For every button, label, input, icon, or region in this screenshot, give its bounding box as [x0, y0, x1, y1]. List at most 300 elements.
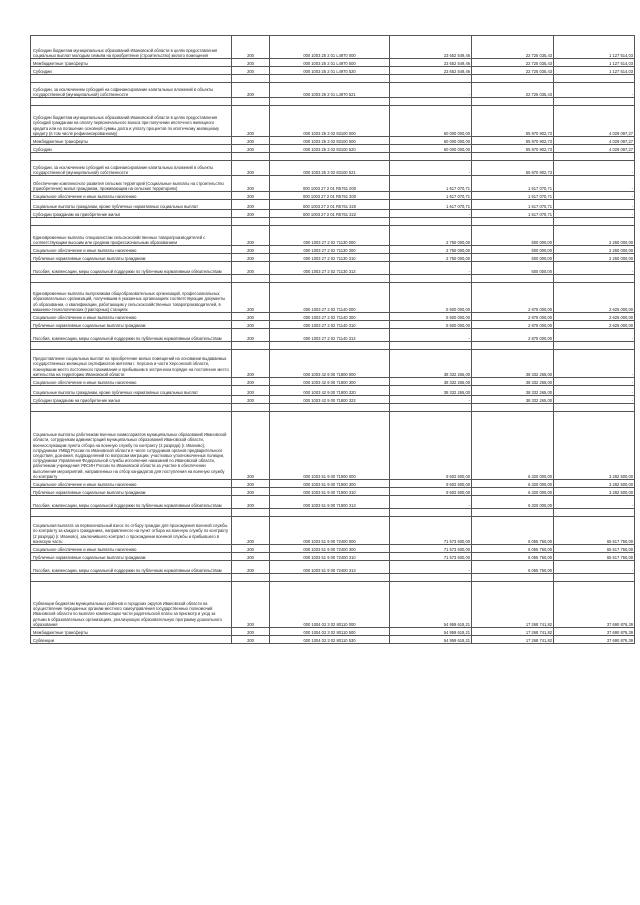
row-remaining-amount-cell: - [554, 386, 635, 396]
row-approved-amount-cell: - [390, 329, 472, 342]
row-approved-amount-cell: 71 573 500,00 [390, 517, 472, 545]
row-name-cell: Субсидии гражданам на приобретение жилья [31, 210, 232, 218]
row-budget-code-cell: 000 1003 51 9 00 71900 300 [270, 480, 390, 488]
row-budget-code-cell: 000 1003 42 9 00 71800 000 [270, 350, 390, 378]
spacer-row [31, 275, 635, 283]
row-line-code-cell: 200 [232, 545, 270, 553]
spacer-cell [232, 509, 270, 517]
row-remaining-amount-cell: 65 517 750,00 [554, 517, 635, 545]
row-name-cell: Публичные нормативные социальные выплаты гражданам [31, 321, 232, 329]
spacer-cell [232, 342, 270, 350]
row-name-cell: Субсидии, за исключением субсидий на софинансирование капитальных вложений в объекты государственной (муниципальной) собственности [31, 83, 232, 98]
row-remaining-amount-cell: 65 517 750,00 [554, 553, 635, 561]
row-name-cell: Межбюджетные трансферты [31, 59, 232, 67]
table-row [31, 321, 635, 329]
row-line-code-cell: 200 [232, 176, 270, 192]
row-remaining-amount-cell: - [554, 496, 635, 509]
row-name-cell: Пособия, компенсации, меры социальной поддержки по публичным нормативным обязательствам [31, 496, 232, 509]
table-row [31, 145, 635, 153]
row-executed-amount-cell: 2 875 000,00 [472, 321, 554, 329]
row-line-code-cell: 200 [232, 378, 270, 386]
row-executed-amount-cell: 17 268 741,82 [472, 582, 554, 628]
row-remaining-amount-cell: - [554, 350, 635, 378]
row-line-code-cell: 200 [232, 496, 270, 509]
row-executed-amount-cell: 6 320 000,00 [472, 480, 554, 488]
row-executed-amount-cell: 17 268 741,82 [472, 636, 554, 644]
row-executed-amount-cell: 500 000,00 [472, 246, 554, 254]
table-row [31, 329, 635, 342]
row-budget-code-cell: 000 1003 27 2 02 71130 000 [270, 226, 390, 246]
row-name-cell: Единовременные выплаты выпускникам общеобразовательных организаций, профессиональных образовательных организаций, получившим в указанных организациях соответствующие документы об образовании, о квалификации, работающим у сельскохозяйственных товаропроизводителей, в машинно-технологических (тракторных) станциях [31, 283, 232, 313]
row-name-cell: Публичные нормативные социальные выплаты гражданам [31, 553, 232, 561]
row-remaining-amount-cell: 2 625 000,00 [554, 283, 635, 313]
table-row [31, 176, 635, 192]
row-name-cell: Социальное обеспечение и иные выплаты населению [31, 313, 232, 321]
row-budget-code-cell: 000 1003 27 2 02 71130 310 [270, 254, 390, 262]
row-approved-amount-cell: 1 617 070,71 [390, 176, 472, 192]
row-line-code-cell: 200 [232, 321, 270, 329]
row-executed-amount-cell: 22 725 035,43 [472, 36, 554, 59]
spacer-cell [232, 275, 270, 283]
row-line-code-cell: 200 [232, 83, 270, 98]
spacer-cell [554, 509, 635, 517]
row-executed-amount-cell: 6 320 000,00 [472, 488, 554, 496]
spacer-cell [390, 342, 472, 350]
spacer-row [31, 75, 635, 83]
spacer-cell [390, 574, 472, 582]
budget-report-page [30, 35, 638, 644]
row-executed-amount-cell: 22 725 035,43 [472, 67, 554, 75]
spacer-cell [472, 342, 554, 350]
row-line-code-cell: 200 [232, 67, 270, 75]
row-line-code-cell: 200 [232, 396, 270, 404]
row-approved-amount-cell: 9 602 500,00 [390, 488, 472, 496]
row-remaining-amount-cell: - [554, 561, 635, 574]
spacer-cell [31, 509, 232, 517]
row-name-cell: Социальное обеспечение и иные выплаты населению [31, 545, 232, 553]
spacer-cell [31, 153, 232, 161]
row-approved-amount-cell: 1 617 070,71 [390, 200, 472, 210]
table-row [31, 246, 635, 254]
table-row [31, 83, 635, 98]
table-row [31, 412, 635, 480]
table-row [31, 636, 635, 644]
row-budget-code-cell: 000 1003 25 3 02 83100 000 [270, 106, 390, 137]
table-row [31, 496, 635, 509]
row-name-cell: Социальные выплаты работникам военных комиссариатов муниципальных образований Ивановской области, сотрудникам администраций муниципальных образований Ивановской области, военнослужащим пункта отбора на военную службу по контракту (2 разряда) (г. Иваново), сотрудникам УМВД России по Ивановской области в числе сотрудников органов предварительного следствия, дознания, подразделений по вопросам миграции, участковых уполномоченных полиции, сотрудникам Управления Федеральной службы исполнения наказаний по Ивановской области, работникам учреждения УФСИН России по Ивановской области за участие в обеспечении выполнения мероприятий, направленных на отбор кандидатов для поступления на военную службу по контракту [31, 412, 232, 480]
row-remaining-amount-cell: - [554, 200, 635, 210]
row-line-code-cell: 200 [232, 561, 270, 574]
spacer-cell [270, 574, 390, 582]
spacer-cell [232, 218, 270, 226]
row-line-code-cell: 200 [232, 226, 270, 246]
row-budget-code-cell: 000 1003 27 2 02 71140 310 [270, 321, 390, 329]
row-line-code-cell: 200 [232, 254, 270, 262]
budget-execution-table [30, 35, 635, 644]
row-name-cell: Субсидии [31, 67, 232, 75]
row-line-code-cell: 200 [232, 636, 270, 644]
row-approved-amount-cell: 2 750 000,00 [390, 226, 472, 246]
row-line-code-cell: 200 [232, 59, 270, 67]
row-name-cell: Предоставление социальных выплат на приобретение жилых помещений на основании выдаваемых государственных жилищных сертификатов жителям г. Херсона и части Херсонской области, покинувшим место постоянного проживания и прибывшим в экстренном порядке на постоянное место жительства на территорию Ивановской области [31, 350, 232, 378]
row-remaining-amount-cell: 2 625 000,00 [554, 321, 635, 329]
row-remaining-amount-cell: - [554, 83, 635, 98]
table-row [31, 67, 635, 75]
table-row [31, 378, 635, 386]
row-name-cell: Социальное обеспечение и иные выплаты населению [31, 246, 232, 254]
table-row [31, 210, 635, 218]
table-row [31, 480, 635, 488]
row-remaining-amount-cell: - [554, 192, 635, 200]
spacer-cell [554, 98, 635, 106]
row-remaining-amount-cell: 1 127 514,03 [554, 59, 635, 67]
row-remaining-amount-cell: 2 625 000,00 [554, 313, 635, 321]
row-approved-amount-cell: - [390, 210, 472, 218]
spacer-cell [554, 404, 635, 412]
spacer-cell [472, 404, 554, 412]
table-row [31, 386, 635, 396]
row-line-code-cell: 200 [232, 283, 270, 313]
spacer-cell [270, 75, 390, 83]
row-executed-amount-cell: 17 268 741,82 [472, 628, 554, 636]
row-executed-amount-cell: 6 320 000,00 [472, 412, 554, 480]
row-line-code-cell: 200 [232, 480, 270, 488]
spacer-row [31, 98, 635, 106]
spacer-row [31, 574, 635, 582]
spacer-cell [390, 75, 472, 83]
spacer-row [31, 509, 635, 517]
row-approved-amount-cell: 23 652 549,46 [390, 36, 472, 59]
row-executed-amount-cell: 6 055 750,00 [472, 561, 554, 574]
row-executed-amount-cell: 6 320 000,00 [472, 496, 554, 509]
spacer-row [31, 153, 635, 161]
row-remaining-amount-cell: - [554, 262, 635, 275]
row-executed-amount-cell: 38 332 265,00 [472, 350, 554, 378]
row-line-code-cell: 200 [232, 106, 270, 137]
row-executed-amount-cell: 55 970 902,73 [472, 106, 554, 137]
row-approved-amount-cell: - [390, 161, 472, 176]
row-remaining-amount-cell: 37 690 876,39 [554, 628, 635, 636]
row-name-cell: Социальное обеспечение и иные выплаты населению [31, 480, 232, 488]
row-executed-amount-cell: 1 617 070,71 [472, 176, 554, 192]
spacer-cell [472, 509, 554, 517]
row-executed-amount-cell: 500 000,00 [472, 226, 554, 246]
row-budget-code-cell: 000 1003 27 2 02 71140 313 [270, 329, 390, 342]
row-line-code-cell: 200 [232, 329, 270, 342]
row-remaining-amount-cell: 2 250 000,00 [554, 246, 635, 254]
row-line-code-cell: 200 [232, 386, 270, 396]
table-row [31, 313, 635, 321]
row-approved-amount-cell: 38 332 265,00 [390, 386, 472, 396]
row-approved-amount-cell: 1 617 070,71 [390, 192, 472, 200]
row-budget-code-cell: 000 1003 27 2 01 R5761 320 [270, 200, 390, 210]
row-remaining-amount-cell: 37 690 876,39 [554, 582, 635, 628]
row-approved-amount-cell: 5 500 000,00 [390, 283, 472, 313]
row-budget-code-cell: 000 1003 27 2 02 71130 300 [270, 246, 390, 254]
row-approved-amount-cell: 9 602 500,00 [390, 480, 472, 488]
spacer-cell [270, 153, 390, 161]
spacer-cell [232, 153, 270, 161]
row-line-code-cell: 200 [232, 582, 270, 628]
row-executed-amount-cell: 55 970 902,73 [472, 161, 554, 176]
row-name-cell: Публичные нормативные социальные выплаты гражданам [31, 488, 232, 496]
row-budget-code-cell: 000 1003 27 2 02 71140 300 [270, 313, 390, 321]
row-budget-code-cell: 000 1003 51 9 00 71900 313 [270, 496, 390, 509]
row-line-code-cell: 200 [232, 628, 270, 636]
spacer-cell [270, 275, 390, 283]
table-row [31, 561, 635, 574]
spacer-cell [232, 98, 270, 106]
spacer-cell [554, 574, 635, 582]
row-approved-amount-cell: - [390, 396, 472, 404]
row-approved-amount-cell: 38 332 265,00 [390, 350, 472, 378]
table-row [31, 582, 635, 628]
row-budget-code-cell: 000 1003 27 2 01 R5761 300 [270, 192, 390, 200]
row-budget-code-cell: 000 1003 25 2 01 L4970 520 [270, 67, 390, 75]
row-executed-amount-cell: 38 332 265,00 [472, 396, 554, 404]
spacer-cell [31, 98, 232, 106]
row-remaining-amount-cell: 4 029 097,27 [554, 137, 635, 145]
row-line-code-cell: 200 [232, 313, 270, 321]
row-executed-amount-cell: 1 617 070,71 [472, 200, 554, 210]
spacer-cell [390, 218, 472, 226]
spacer-cell [31, 275, 232, 283]
spacer-cell [554, 153, 635, 161]
row-budget-code-cell: 000 1003 27 2 02 71140 000 [270, 283, 390, 313]
row-line-code-cell: 200 [232, 488, 270, 496]
row-name-cell: Субвенции бюджетам муниципальных районов и городских округов Ивановской области на осуществление переданных органам местного самоуправления государственных полномочий Ивановской области по выплате компенсации части родительской платы за присмотр и уход за детьми в образовательных организациях, реализующих образовательную программу дошкольного образования [31, 582, 232, 628]
row-executed-amount-cell: 500 000,00 [472, 254, 554, 262]
row-approved-amount-cell: - [390, 496, 472, 509]
row-executed-amount-cell: 55 970 902,73 [472, 145, 554, 153]
table-row [31, 262, 635, 275]
spacer-cell [31, 218, 232, 226]
row-budget-code-cell: 000 1003 51 9 00 72400 313 [270, 561, 390, 574]
row-budget-code-cell: 000 1004 02 3 02 80110 530 [270, 636, 390, 644]
row-name-cell: Социальные выплаты гражданам, кроме публичных нормативных социальных выплат [31, 386, 232, 396]
row-budget-code-cell: 000 1003 25 3 02 83100 500 [270, 137, 390, 145]
row-budget-code-cell: 000 1003 42 9 00 71800 320 [270, 386, 390, 396]
row-remaining-amount-cell: - [554, 210, 635, 218]
row-name-cell: Субсидии бюджетам муниципальных образований Ивановской области в целях предоставления социальных выплат молодым семьям на приобретение (строительство) жилого помещения [31, 36, 232, 59]
row-remaining-amount-cell: 2 250 000,00 [554, 254, 635, 262]
row-approved-amount-cell: 60 000 000,00 [390, 137, 472, 145]
row-executed-amount-cell: 1 617 070,71 [472, 210, 554, 218]
row-name-cell: Социальное обеспечение и иные выплаты населению [31, 192, 232, 200]
table-row [31, 396, 635, 404]
spacer-cell [31, 342, 232, 350]
spacer-cell [554, 342, 635, 350]
row-name-cell: Межбюджетные трансферты [31, 137, 232, 145]
row-line-code-cell: 200 [232, 200, 270, 210]
table-row [31, 350, 635, 378]
row-name-cell: Социальная выплата за первоначальный взнос по отбору граждан для прохождения военной службы по контракту за каждого гражданина, направленного на пункт отбора на военную службу по контракту (2 разряда) (г. Иваново), заключившего контракт о прохождении военной службы и прибывшего в воинскую часть [31, 517, 232, 545]
row-executed-amount-cell: 2 875 000,00 [472, 313, 554, 321]
spacer-cell [390, 98, 472, 106]
spacer-cell [270, 218, 390, 226]
spacer-cell [390, 404, 472, 412]
table-row [31, 192, 635, 200]
row-remaining-amount-cell: - [554, 161, 635, 176]
row-executed-amount-cell: 6 055 750,00 [472, 553, 554, 561]
row-name-cell: Социальные выплаты гражданам, кроме публичных нормативных социальных выплат [31, 200, 232, 210]
row-remaining-amount-cell: 1 127 514,03 [554, 36, 635, 59]
row-remaining-amount-cell: 37 690 876,39 [554, 636, 635, 644]
row-name-cell: Межбюджетные трансферты [31, 628, 232, 636]
row-name-cell: Пособия, компенсации, меры социальной поддержки по публичным нормативным обязательствам [31, 329, 232, 342]
row-remaining-amount-cell: 2 250 000,00 [554, 226, 635, 246]
row-executed-amount-cell: 2 875 000,00 [472, 283, 554, 313]
row-remaining-amount-cell: 4 029 097,27 [554, 145, 635, 153]
row-remaining-amount-cell: 4 029 097,27 [554, 106, 635, 137]
row-approved-amount-cell: 54 959 618,21 [390, 636, 472, 644]
row-approved-amount-cell: 71 573 500,00 [390, 553, 472, 561]
spacer-cell [270, 404, 390, 412]
row-line-code-cell: 200 [232, 517, 270, 545]
spacer-cell [270, 342, 390, 350]
row-remaining-amount-cell: 3 282 500,00 [554, 488, 635, 496]
spacer-cell [232, 574, 270, 582]
row-line-code-cell: 200 [232, 350, 270, 378]
row-line-code-cell: 200 [232, 137, 270, 145]
row-budget-code-cell: 000 1003 27 2 01 R5761 000 [270, 176, 390, 192]
row-remaining-amount-cell: 65 517 750,00 [554, 545, 635, 553]
row-approved-amount-cell: 23 652 549,46 [390, 59, 472, 67]
row-line-code-cell: 200 [232, 192, 270, 200]
spacer-cell [270, 509, 390, 517]
spacer-cell [472, 574, 554, 582]
table-row [31, 628, 635, 636]
table-body [31, 36, 635, 644]
row-name-cell: Публичные нормативные социальные выплаты гражданам [31, 254, 232, 262]
row-name-cell: Субвенции [31, 636, 232, 644]
row-approved-amount-cell: - [390, 83, 472, 98]
row-executed-amount-cell: 6 055 750,00 [472, 545, 554, 553]
row-executed-amount-cell: 22 725 035,43 [472, 83, 554, 98]
row-approved-amount-cell: 5 500 000,00 [390, 321, 472, 329]
row-name-cell: Субсидии [31, 145, 232, 153]
row-executed-amount-cell: 55 970 902,73 [472, 137, 554, 145]
row-name-cell: Социальное обеспечение и иные выплаты населению [31, 378, 232, 386]
row-approved-amount-cell: 23 652 549,46 [390, 67, 472, 75]
row-executed-amount-cell: 22 725 035,43 [472, 59, 554, 67]
row-approved-amount-cell: 38 332 265,00 [390, 378, 472, 386]
spacer-cell [390, 153, 472, 161]
row-executed-amount-cell: 6 055 750,00 [472, 517, 554, 545]
spacer-cell [472, 218, 554, 226]
row-name-cell: Субсидии гражданам на приобретение жилья [31, 396, 232, 404]
row-line-code-cell: 200 [232, 412, 270, 480]
row-budget-code-cell: 000 1004 02 3 02 80110 000 [270, 582, 390, 628]
row-budget-code-cell: 000 1003 25 3 02 83100 521 [270, 161, 390, 176]
table-row [31, 36, 635, 59]
table-row [31, 545, 635, 553]
spacer-cell [554, 75, 635, 83]
row-approved-amount-cell: 9 602 500,00 [390, 412, 472, 480]
spacer-cell [31, 75, 232, 83]
table-row [31, 488, 635, 496]
table-row [31, 283, 635, 313]
row-line-code-cell: 200 [232, 145, 270, 153]
table-row [31, 517, 635, 545]
row-budget-code-cell: 000 1003 51 9 00 72400 310 [270, 553, 390, 561]
spacer-cell [390, 275, 472, 283]
row-approved-amount-cell: - [390, 561, 472, 574]
table-row [31, 59, 635, 67]
row-name-cell: Пособия, компенсации, меры социальной поддержки по публичным нормативным обязательствам [31, 262, 232, 275]
row-name-cell: Обеспечение комплексного развития сельских территорий (Социальные выплаты на строительство (приобретение) жилья гражданам, проживающим на сельских территориях) [31, 176, 232, 192]
spacer-row [31, 218, 635, 226]
row-approved-amount-cell: 54 959 618,21 [390, 628, 472, 636]
row-remaining-amount-cell: - [554, 176, 635, 192]
row-budget-code-cell: 000 1003 27 2 01 R5761 322 [270, 210, 390, 218]
spacer-cell [390, 509, 472, 517]
row-budget-code-cell: 000 1003 25 2 01 L4970 500 [270, 59, 390, 67]
row-budget-code-cell: 000 1003 51 9 00 71900 310 [270, 488, 390, 496]
table-row [31, 200, 635, 210]
spacer-cell [472, 153, 554, 161]
row-line-code-cell: 200 [232, 210, 270, 218]
row-name-cell: Пособия, компенсации, меры социальной поддержки по публичным нормативным обязательствам [31, 561, 232, 574]
spacer-cell [472, 275, 554, 283]
row-approved-amount-cell: - [390, 262, 472, 275]
row-executed-amount-cell: 1 617 070,71 [472, 192, 554, 200]
row-approved-amount-cell: 71 573 500,00 [390, 545, 472, 553]
table-row [31, 254, 635, 262]
row-remaining-amount-cell: - [554, 396, 635, 404]
row-budget-code-cell: 000 1003 51 9 00 72400 000 [270, 517, 390, 545]
row-budget-code-cell: 000 1003 25 3 02 83100 520 [270, 145, 390, 153]
row-approved-amount-cell: 5 500 000,00 [390, 313, 472, 321]
row-budget-code-cell: 000 1003 25 2 01 L4970 000 [270, 36, 390, 59]
spacer-cell [554, 275, 635, 283]
row-line-code-cell: 200 [232, 262, 270, 275]
row-remaining-amount-cell: 3 282 500,00 [554, 412, 635, 480]
table-row [31, 161, 635, 176]
spacer-cell [232, 75, 270, 83]
row-executed-amount-cell: 38 332 265,00 [472, 378, 554, 386]
row-executed-amount-cell: 500 000,00 [472, 262, 554, 275]
row-remaining-amount-cell: - [554, 378, 635, 386]
row-approved-amount-cell: 2 750 000,00 [390, 246, 472, 254]
row-budget-code-cell: 000 1003 27 2 02 71130 313 [270, 262, 390, 275]
spacer-cell [554, 218, 635, 226]
spacer-cell [270, 98, 390, 106]
row-approved-amount-cell: 60 000 000,00 [390, 106, 472, 137]
row-budget-code-cell: 000 1003 42 9 00 71800 322 [270, 396, 390, 404]
row-line-code-cell: 200 [232, 36, 270, 59]
row-approved-amount-cell: 60 000 000,00 [390, 145, 472, 153]
row-approved-amount-cell: 54 959 618,21 [390, 582, 472, 628]
row-line-code-cell: 200 [232, 161, 270, 176]
spacer-row [31, 404, 635, 412]
spacer-cell [31, 404, 232, 412]
row-executed-amount-cell: 38 332 265,00 [472, 386, 554, 396]
row-approved-amount-cell: 2 750 000,00 [390, 254, 472, 262]
row-budget-code-cell: 000 1003 25 2 01 L4970 521 [270, 83, 390, 98]
row-line-code-cell: 200 [232, 553, 270, 561]
row-budget-code-cell: 000 1004 02 3 02 80110 500 [270, 628, 390, 636]
row-name-cell: Единовременные выплаты специалистам сельскохозяйственных товаропроизводителей с соответствующим высшим или средним профессиональным образованием [31, 226, 232, 246]
table-row [31, 553, 635, 561]
row-name-cell: Субсидии бюджетам муниципальных образований Ивановской области в целях предоставления субсидий гражданам на оплату первоначального взноса при получении ипотечного жилищного кредита или на погашение основной суммы долга и уплату процентов по ипотечному жилищному кредиту (в том числе рефинансированному) [31, 106, 232, 137]
table-row [31, 226, 635, 246]
table-row [31, 137, 635, 145]
row-remaining-amount-cell: 1 127 514,03 [554, 67, 635, 75]
table-row [31, 106, 635, 137]
row-name-cell: Субсидии, за исключением субсидий на софинансирование капитальных вложений в объекты государственной (муниципальной) собственности [31, 161, 232, 176]
row-remaining-amount-cell: 3 282 500,00 [554, 480, 635, 488]
